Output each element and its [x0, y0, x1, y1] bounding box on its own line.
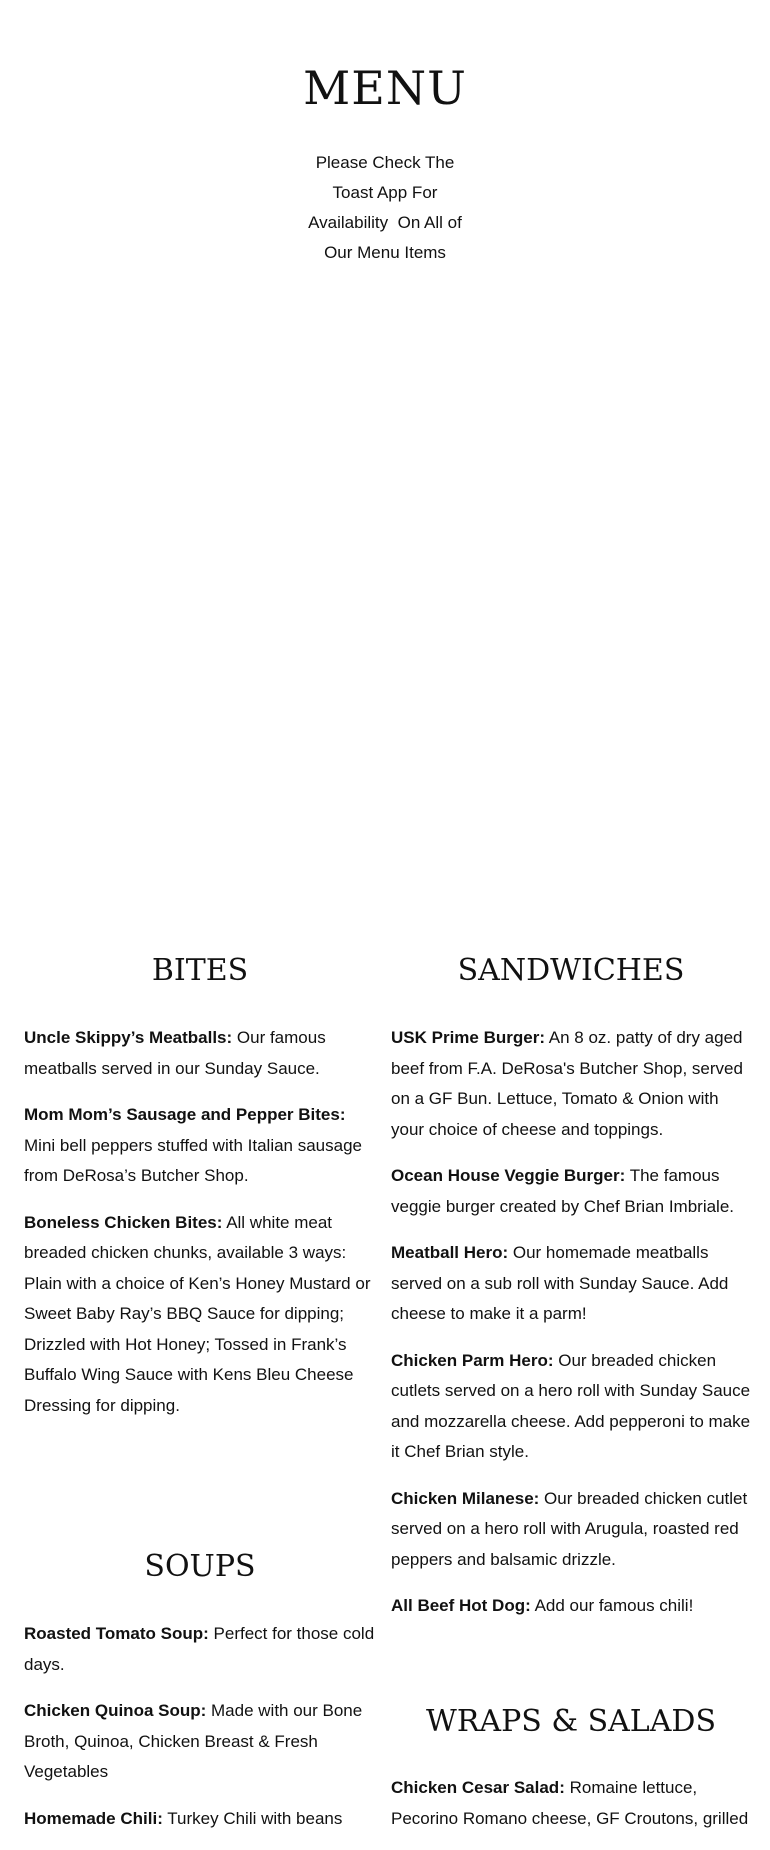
- menu-item-description: Romaine lettuce, Pecorino Romano cheese, GF Croutons, grilled: [391, 1778, 749, 1828]
- menu-item: [391, 1773, 751, 1834]
- menu-item: [391, 1484, 751, 1576]
- menu-item-description: The famous veggie burger created by Chef Brian Imbriale.: [391, 1166, 735, 1216]
- section-title-wraps-salads: WRAPS & SALADS: [425, 1704, 716, 1739]
- section-title-soups: SOUPS: [144, 1549, 256, 1584]
- menu-item-description: Our famous meatballs served in our Sunday Sauce.: [24, 1028, 326, 1078]
- menu-item-description: Perfect for those cold days.: [24, 1624, 375, 1674]
- menu-item-description: Mini bell peppers stuffed with Italian sausage from DeRosa’s Butcher Shop.: [24, 1135, 362, 1185]
- menu-item: [391, 1591, 751, 1622]
- menu-item-description: Turkey Chili with beans: [162, 1808, 343, 1828]
- menu-item-name: Meatball Hero:: [391, 1243, 509, 1262]
- section-title-sandwiches: SANDWICHES: [457, 953, 685, 988]
- menu-item-description: Add our famous chili!: [530, 1596, 694, 1615]
- menu-item: [24, 1023, 376, 1084]
- menu-item-description: Our breaded chicken cutlet served on a hero roll with Arugula, roasted red peppers and balsamic drizzle.: [391, 1488, 748, 1569]
- section-title-bites: BITES: [151, 953, 249, 988]
- bites-list: [24, 1023, 376, 1437]
- availability-notice: [235, 148, 535, 268]
- notice-line: Availability On All of: [308, 213, 462, 232]
- menu-item-description: Our breaded chicken cutlets served on a hero roll with Sunday Sauce and mozzarella cheese. Add pepperoni to make it Chef Brian style.: [391, 1350, 751, 1461]
- menu-item: [24, 1208, 376, 1422]
- menu-item: [24, 1804, 376, 1835]
- menu-item-name: Chicken Parm Hero:: [391, 1350, 554, 1370]
- menu-item-name: Boneless Chicken Bites:: [24, 1212, 223, 1232]
- menu-item-name: Chicken Milanese:: [391, 1488, 540, 1508]
- notice-line: Toast App For: [332, 183, 438, 202]
- menu-item: [24, 1696, 376, 1788]
- menu-item-name: All Beef Hot Dog:: [391, 1596, 531, 1615]
- menu-item-name: Mom Mom’s Sausage and Pepper Bites:: [24, 1105, 346, 1124]
- menu-item-name: Ocean House Veggie Burger:: [391, 1166, 626, 1185]
- menu-item-name: USK Prime Burger:: [391, 1028, 545, 1047]
- menu-item-description: Made with our Bone Broth, Quinoa, Chicken Breast & Fresh Vegetables: [24, 1701, 363, 1781]
- wraps-salads-list: [391, 1773, 751, 1850]
- menu-item: [24, 1619, 376, 1680]
- menu-item-name: Roasted Tomato Soup:: [24, 1624, 209, 1643]
- page-title: MENU: [303, 61, 467, 115]
- menu-item-description: An 8 oz. patty of dry aged beef from F.A. DeRosa's Butcher Shop, served on a GF Bun. Lettuce, Tomato & Onion with your choice of cheese and toppings.: [391, 1028, 743, 1139]
- menu-item-name: Chicken Quinoa Soup:: [24, 1701, 207, 1720]
- menu-item-description: Our homemade meatballs served on a sub roll with Sunday Sauce. Add cheese to make it a parm!: [391, 1243, 729, 1323]
- menu-item-description: All white meat breaded chicken chunks, available 3 ways: Plain with a choice of Ken’s Honey Mustard or Sweet Baby Ray’s BBQ Sauce for dipping; Drizzled with Hot Honey; Tossed in Frank’s Buffalo Wing Sauce with Kens Bleu Cheese Dressing for dipping.: [24, 1212, 371, 1415]
- notice-line: Our Menu Items: [324, 243, 446, 262]
- menu-item: [391, 1346, 751, 1468]
- menu-item: [24, 1100, 376, 1192]
- menu-item: [391, 1238, 751, 1330]
- menu-item-name: Uncle Skippy’s Meatballs:: [24, 1028, 233, 1047]
- soups-list: [24, 1619, 376, 1850]
- menu-item-name: Chicken Cesar Salad:: [391, 1778, 565, 1797]
- menu-item: [391, 1161, 751, 1222]
- sandwiches-list: [391, 1023, 751, 1638]
- menu-item: [391, 1023, 751, 1145]
- notice-line: Please Check The: [315, 153, 455, 172]
- menu-item-name: Homemade Chili:: [24, 1808, 163, 1828]
